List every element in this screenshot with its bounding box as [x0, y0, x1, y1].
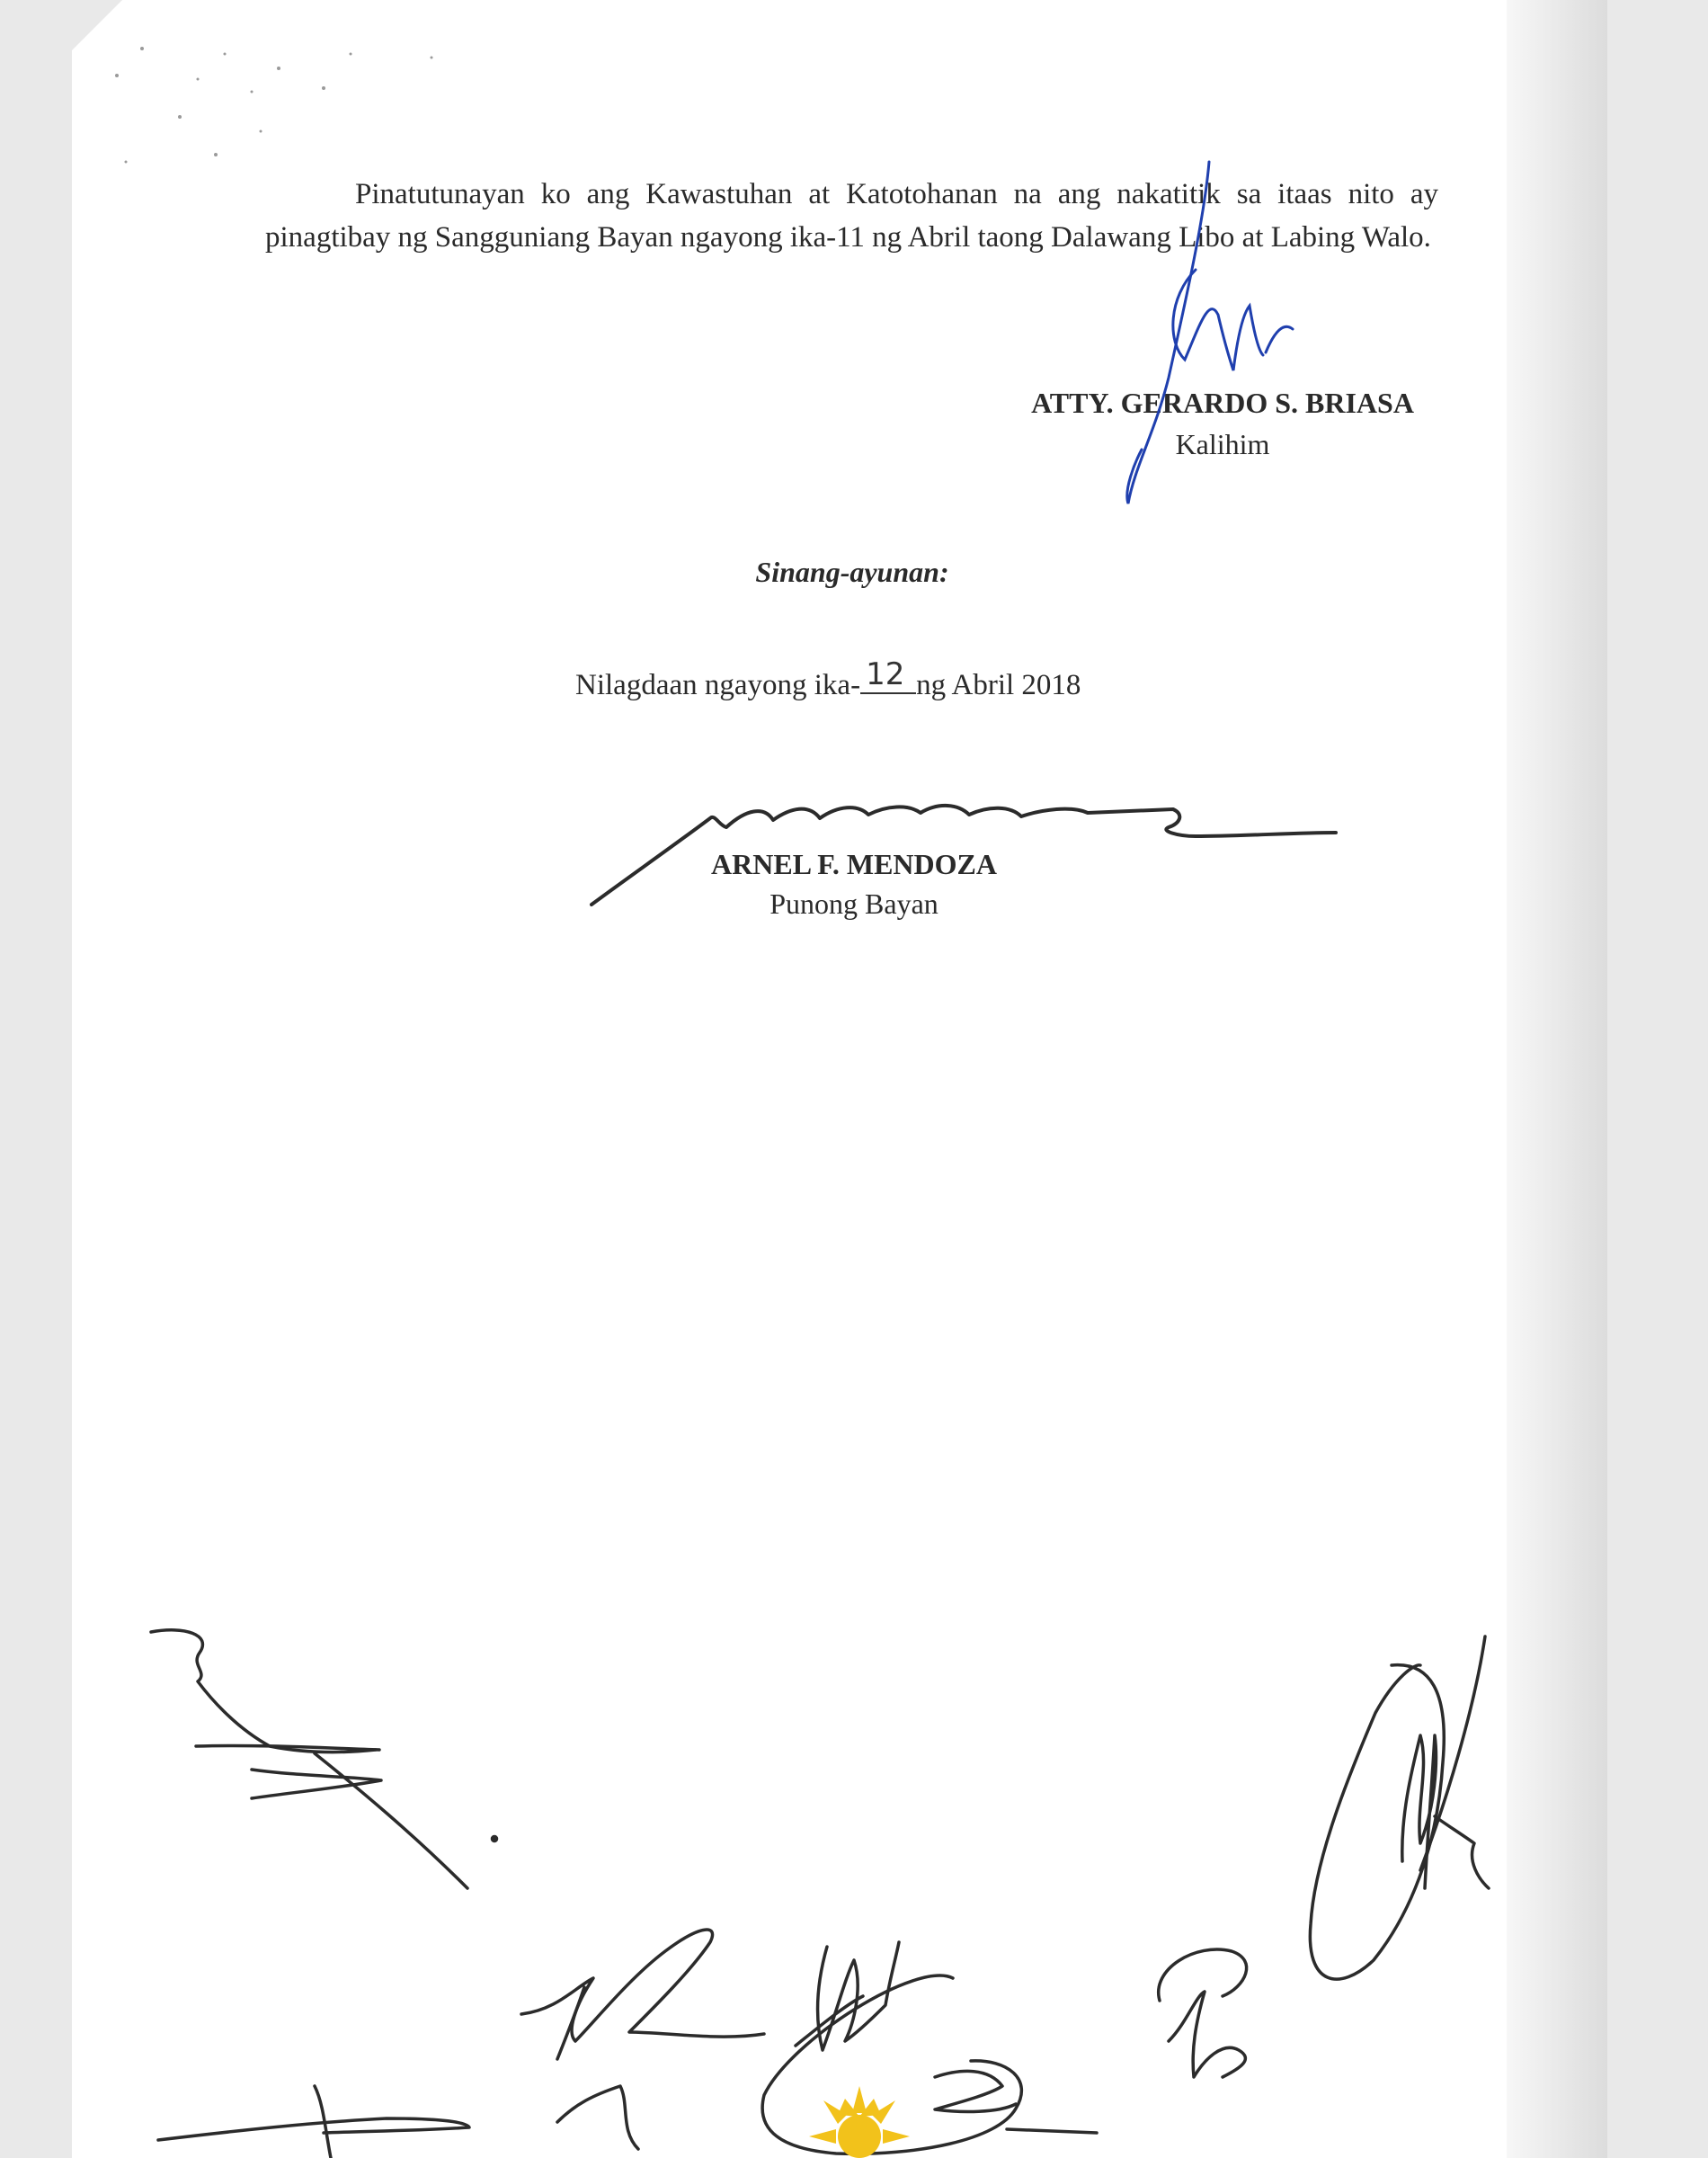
- signed-suffix: ng Abril 2018: [916, 669, 1081, 701]
- scan-specks: [108, 36, 485, 180]
- scan-edge-shadow: [1507, 0, 1607, 2158]
- mayor-title: Punong Bayan: [769, 887, 939, 920]
- secretary-title: Kalihim: [1175, 428, 1270, 460]
- mayor-name: ARNEL F. MENDOZA: [711, 848, 997, 880]
- signed-date-line: [575, 656, 1081, 702]
- document-page: [72, 0, 1607, 2158]
- approval-heading: Sinang-ayunan:: [755, 556, 949, 588]
- signed-day-handwritten: 12: [866, 656, 905, 692]
- signed-day-blank: [860, 656, 916, 694]
- certification-paragraph: Pinatutunayan ko ang Kawastuhan at Katotohanan na ang nakatitik sa itaas nito ay pinagtibay ng Sangguniang Bayan ngayong ika-11 ng Abril taong Dalawang Libo at Labing Walo.: [265, 178, 1438, 254]
- signed-prefix: Nilagdaan ngayong ika-: [575, 669, 861, 701]
- secretary-name: ATTY. GERARDO S. BRIASA: [1031, 387, 1414, 419]
